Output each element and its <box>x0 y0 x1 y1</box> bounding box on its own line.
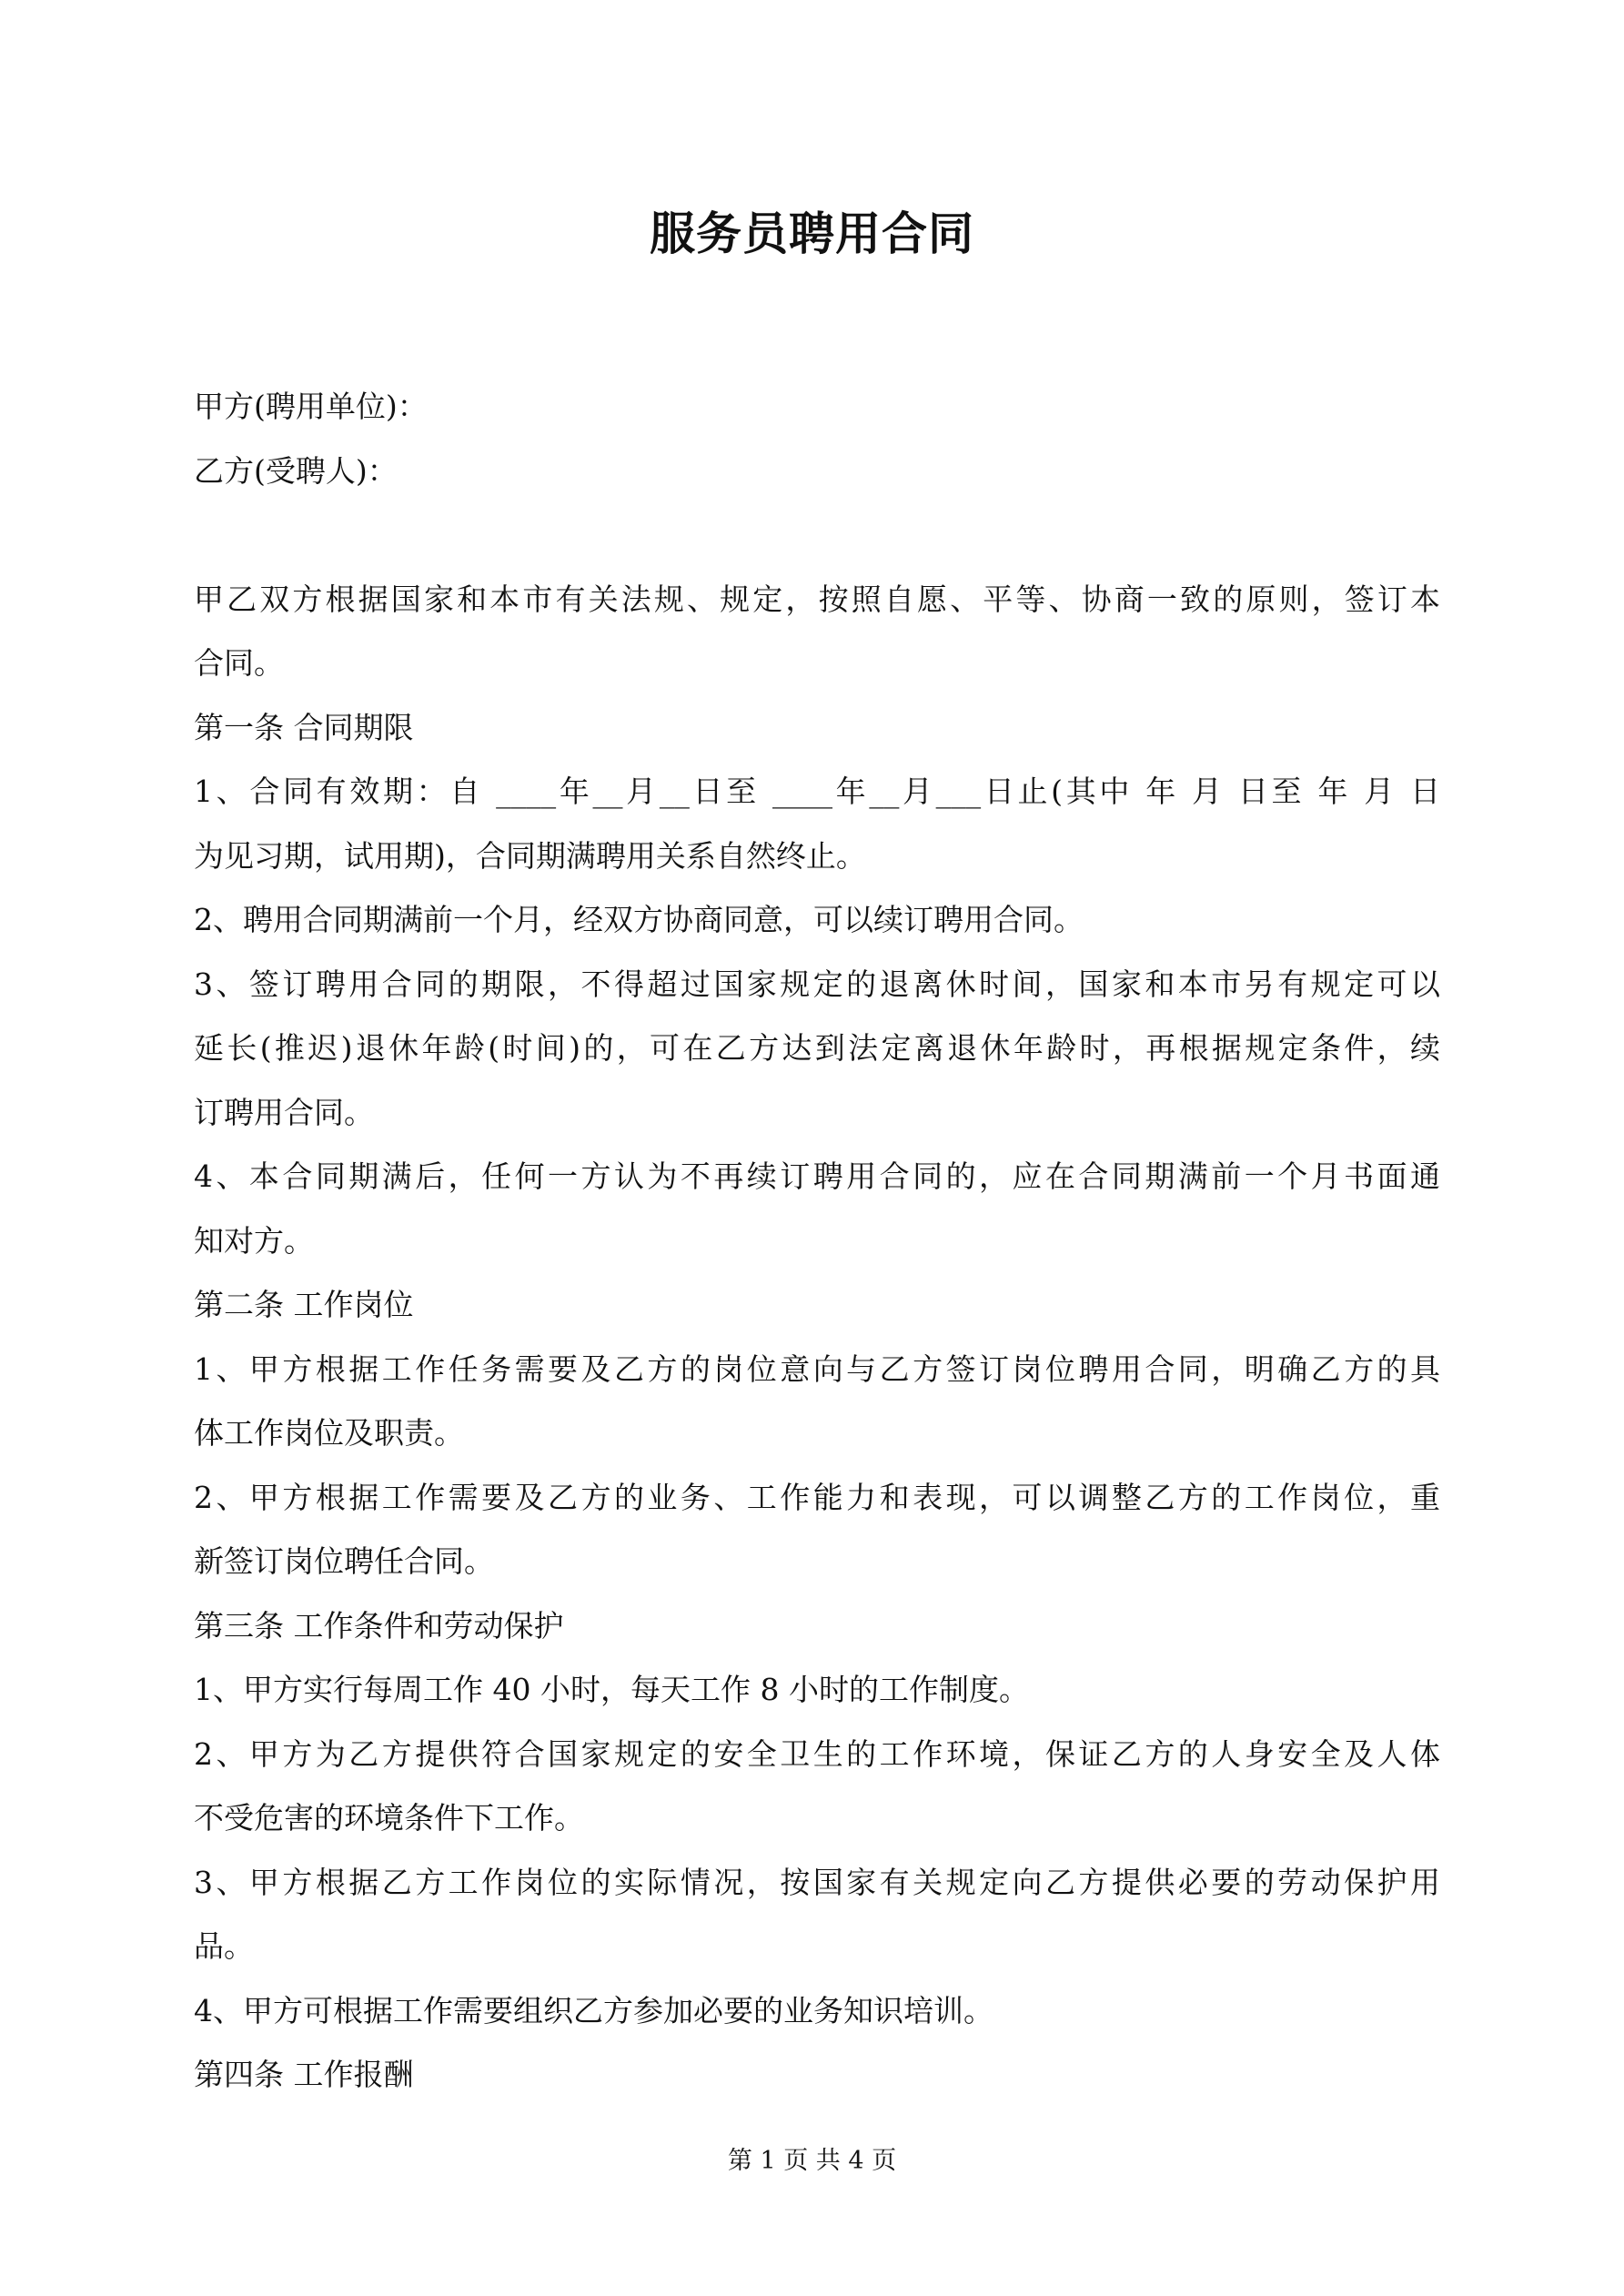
text-line: 4、本合同期满后，任何一方认为不再续订聘用合同的，应在合同期满前一个月书面通 <box>194 1158 1440 1194</box>
text-line: 体工作岗位及职责。 <box>194 1415 464 1451</box>
text-line: 第四条 工作报酬 <box>194 2057 414 2092</box>
text-line: 为见习期，试用期)，合同期满聘用关系自然终止。 <box>194 837 866 874</box>
text-line: 1、甲方根据工作任务需要及乙方的岗位意向与乙方签订岗位聘用合同，明确乙方的具 <box>194 1350 1440 1387</box>
document-body <box>194 375 1440 2108</box>
text-line: 2、甲方根据工作需要及乙方的业务、工作能力和表现，可以调整乙方的工作岗位，重 <box>194 1479 1440 1515</box>
text-line: 乙方(受聘人)： <box>194 452 398 489</box>
text-line: 4、甲方可根据工作需要组织乙方参加必要的业务知识培训。 <box>194 1992 994 2028</box>
text-line: 新签订岗位聘任合同。 <box>194 1543 494 1579</box>
text-line: 合同。 <box>194 645 284 681</box>
text-line: 1、合同有效期：自 ____年__月__日至 ____年__月___日止(其中 年 月 日至 年 月 日 <box>194 774 1440 809</box>
paragraph-gap <box>194 503 1440 568</box>
text-line: 3、签订聘用合同的期限，不得超过国家规定的退离休时间，国家和本市另有规定可以 <box>194 966 1440 1002</box>
document-title: 服务员聘用合同 <box>650 207 974 260</box>
text-line: 第一条 合同期限 <box>194 709 414 745</box>
text-line: 品。 <box>194 1928 254 1964</box>
text-line: 甲乙双方根据国家和本市有关法规、规定，按照自愿、平等、协商一致的原则，签订本 <box>194 581 1440 617</box>
text-line: 延长(推迟)退休年龄(时间)的，可在乙方达到法定离退休年龄时，再根据规定条件，续 <box>194 1030 1440 1066</box>
page-footer: 第 1 页 共 4 页 <box>727 2147 897 2175</box>
text-line: 3、甲方根据乙方工作岗位的实际情况，按国家有关规定向乙方提供必要的劳动保护用 <box>194 1864 1440 1900</box>
text-line: 不受危害的环境条件下工作。 <box>194 1800 584 1836</box>
text-line: 第三条 工作条件和劳动保护 <box>194 1607 564 1644</box>
text-line: 2、聘用合同期满前一个月，经双方协商同意，可以续订聘用合同。 <box>194 902 1084 937</box>
text-line: 甲方(聘用单位)： <box>194 389 428 424</box>
text-line: 订聘用合同。 <box>194 1094 374 1130</box>
text-line: 2、甲方为乙方提供符合国家规定的安全卫生的工作环境，保证乙方的人身安全及人体 <box>194 1735 1440 1772</box>
text-line: 第二条 工作岗位 <box>194 1287 414 1322</box>
text-line: 1、甲方实行每周工作 40 小时，每天工作 8 小时的工作制度。 <box>194 1672 1029 1707</box>
text-line: 知对方。 <box>194 1222 314 1259</box>
